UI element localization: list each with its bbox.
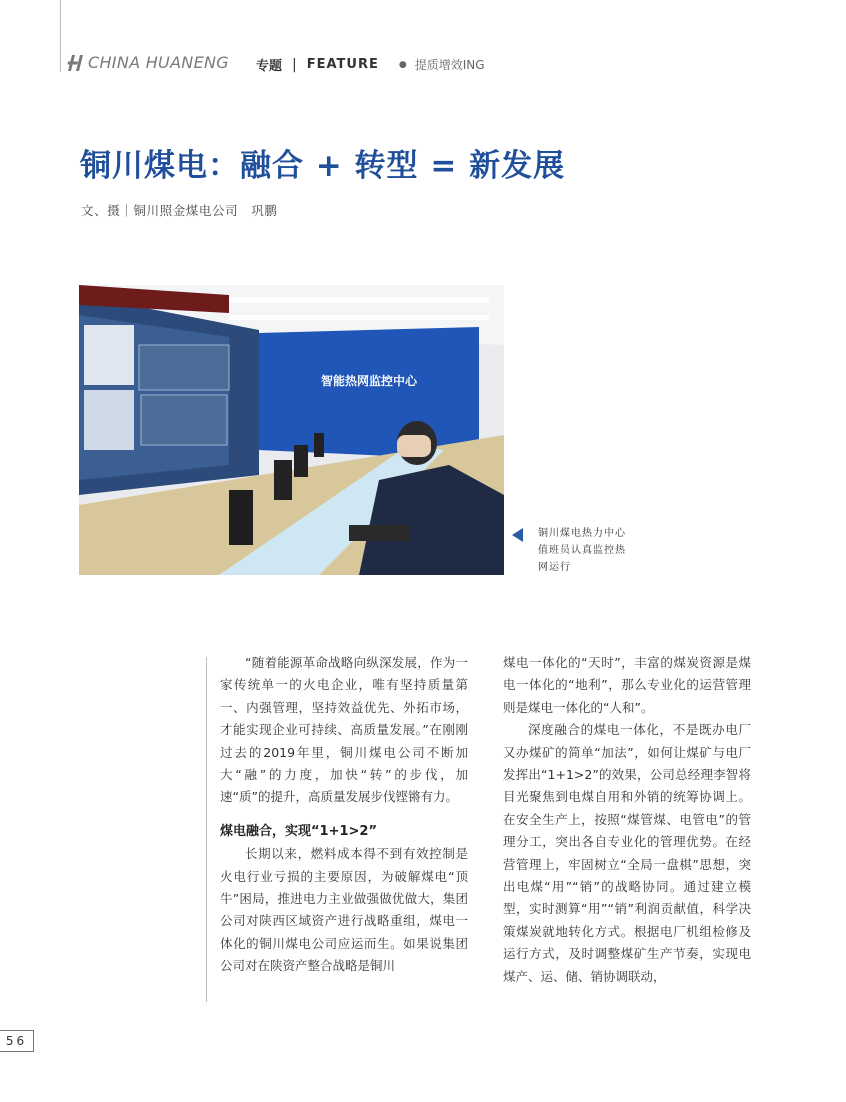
article-byline: 文、摄｜铜川照金煤电公司 巩鹏 [81,203,278,218]
brand-header [66,53,229,72]
section-zh: 专题 [256,59,283,74]
paragraph-intro: “随着能源革命战略向纵深发展，作为一家传统单一的火电企业，唯有坚持质量第一、内强管理，坚持效益优先、外拓市场，才能实现企业可持续、高质量发展。”在刚刚过去的2019年里，铜川煤电公司不断加大“融”的力度，加快“转”的步伐，加速“质”的提升，高质量发展步伐铿锵有力。 [220,655,468,805]
top-rule [60,0,61,72]
wall-sign: 智能热网监控中心 [320,374,418,388]
brand-name: CHINA HUANENG [88,53,229,72]
huaneng-logo-icon [66,54,84,72]
subheading-coal-power: 煤电融合，实现“1+1>2” [220,823,378,839]
page-number: 56 [0,1030,34,1052]
paragraph-continuation: 煤电一体化的“天时”，丰富的煤炭资源是煤电一体化的“地利”，那么专业化的运营管理则是煤电一体化的“人和”。 [503,655,751,715]
photo-caption: 铜川煤电热力中心值班员认真监控热网运行 [538,528,626,573]
control-room-illustration [79,285,504,575]
control-room-photo [79,285,504,575]
column-rule [206,657,207,1002]
paragraph-integration: 深度融合的煤电一体化，不是既办电厂又办煤矿的简单“加法”，如何让煤矿与电厂发挥出“1+1>2”的效果，公司总经理李智将目光聚焦到电煤自用和外销的统筹协调上。在安全生产上，按照“煤管煤、电管电”的管理分工，突出各自专业化的管理优势。在经营管理上，牢固树立“全局一盘棋”思想，突出电煤“用”“销”的战略协同。通过建立模型，实时测算“用”“销”利润贡献值，科学决策煤炭就地转化方式。根据电厂机组检修及运行方式，及时调整煤矿生产节奏，实现电煤产、运、储、销协调联动， [503,722,751,984]
caption-arrow-icon [512,528,523,542]
section-divider: | [292,56,297,73]
article-title: 铜川煤电：融合 + 转型 = 新发展 [80,148,566,184]
section-sub: 提质增效ING [414,58,485,72]
column-left [220,652,468,978]
paragraph-background: 长期以来，燃料成本得不到有效控制是火电行业亏损的主要原因，为破解煤电“顶牛”困局，推进电力主业做强做优做大，集团公司对陕西区域资产进行战略重组，煤电一体化的铜川煤电公司应运而生。如果说集团公司对在陕资产整合战略是铜川 [220,846,468,974]
section-en: FEATURE [306,57,379,72]
section-label [256,55,485,74]
column-right [503,652,751,988]
bullet-icon: ● [398,59,407,70]
